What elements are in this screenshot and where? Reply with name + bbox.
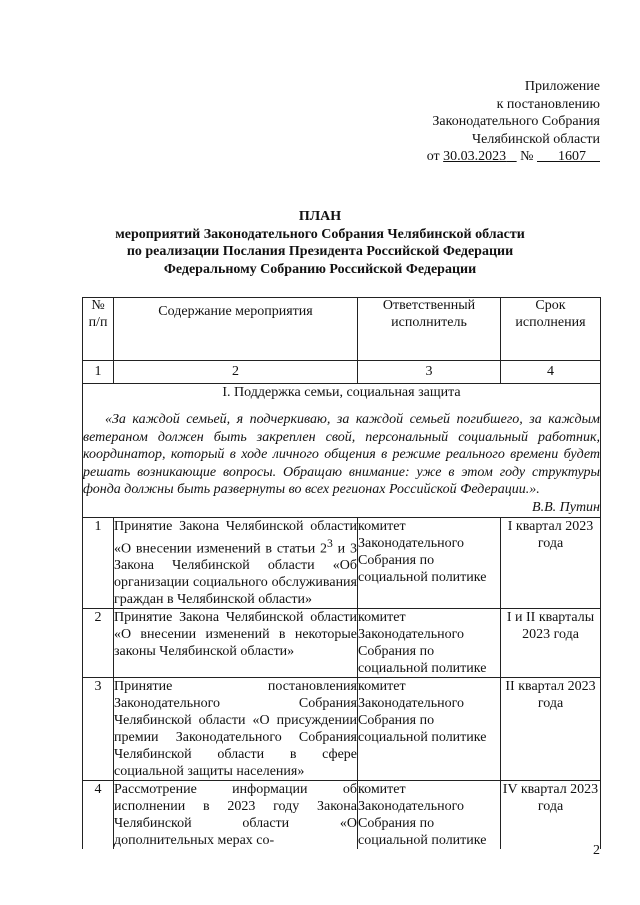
quote-author: В.В. Путин xyxy=(532,499,600,515)
column-numbers-row xyxy=(83,361,601,384)
appendix-date-prefix: от xyxy=(426,149,440,164)
appendix-date: 30.03.2023 xyxy=(443,149,507,164)
section-title: I. Поддержка семьи, социальная защита xyxy=(222,385,461,400)
document-title xyxy=(0,208,640,278)
appendix-number-label: № xyxy=(520,149,534,164)
section-cell xyxy=(83,384,601,518)
row-term: I и II кварталы 2023 года xyxy=(501,609,601,678)
row-responsible: комитет Законодательного Собрания по социальной политике xyxy=(358,781,501,850)
row-responsible: комитет Законодательного Собрания по социальной политике xyxy=(358,678,501,781)
header-responsible: Ответственный исполнитель xyxy=(358,298,501,361)
page-number: 2 xyxy=(593,843,600,858)
table-row xyxy=(83,609,601,678)
appendix-line-3: Законодательного Собрания xyxy=(432,114,600,129)
row-content: Принятие постановления Законодательного Собрания Челябинской области «О присуждении премии Законодательного Собрания Челябинской области в сфере социальной защиты населения» xyxy=(114,679,357,780)
row-term: I квартал 2023 года xyxy=(501,517,601,609)
title-line-3: по реализации Послания Президента Российской Федерации xyxy=(126,244,514,259)
section-row xyxy=(83,384,601,518)
row-content: Принятие Закона Челябинской области «О внесении изменений в некоторые законы Челябинской области» xyxy=(114,609,358,678)
header-content: Содержание мероприятия xyxy=(114,298,358,361)
table-row xyxy=(83,678,601,781)
row-term: IV квартал 2023 года xyxy=(501,781,601,850)
row-responsible: комитет Законодательного Собрания по социальной политике xyxy=(358,609,501,678)
row-number: 3 xyxy=(83,678,114,781)
row-number: 2 xyxy=(83,609,114,678)
row-responsible: комитет Законодательного Собрания по социальной политике xyxy=(358,517,501,609)
table-header-row xyxy=(83,298,601,361)
column-number: 4 xyxy=(501,361,601,384)
table-row xyxy=(83,781,601,850)
appendix-line-4: Челябинской области xyxy=(472,131,600,147)
header-term: Срок исполнения xyxy=(501,298,601,361)
appendix-line-1: Приложение xyxy=(524,79,600,94)
row-number: 4 xyxy=(83,781,114,850)
column-number: 3 xyxy=(358,361,501,384)
superscript: 3 xyxy=(327,536,333,550)
row-content: Принятие Закона Челябинской области «О внесении изменений в статьи $2^3$ и 3 Закона Челябинской области «Об организации социального обслуживания граждан в Челябинской области» xyxy=(114,518,358,608)
appendix-block xyxy=(340,78,600,166)
title-line-2: мероприятий Законодательного Собрания Челябинской области xyxy=(115,226,525,242)
appendix-line-2: к постановлению xyxy=(496,96,600,112)
title-line-1: ПЛАН xyxy=(298,209,342,224)
column-number: 1 xyxy=(83,361,114,384)
plan-table xyxy=(82,297,601,849)
row-content: Рассмотрение информации об исполнении в 2023 году Закона Челябинской области «О дополнительных мерах со- xyxy=(114,782,357,849)
title-line-4: Федеральному Собранию Российской Федерации xyxy=(163,261,477,277)
column-number: 2 xyxy=(114,361,358,384)
table-row xyxy=(83,517,601,609)
header-number: № п/п xyxy=(83,298,114,361)
appendix-date-line xyxy=(340,148,600,166)
appendix-number: 1607 xyxy=(558,149,586,164)
row-term: II квартал 2023 года xyxy=(501,678,601,781)
section-quote: «За каждой семьей, я подчеркиваю, за каждой семьей погибшего, за каждым ветераном должен быть закреплен свой, персональный социальный работник, координатор, который в ходе личного общения в режиме реального времени будет решать возникающие вопросы. Обращаю внимание: уже в этом году структуры фонда должны быть развернуты во всех регионах Российской Федерации.». xyxy=(83,412,600,497)
row-number: 1 xyxy=(83,517,114,609)
